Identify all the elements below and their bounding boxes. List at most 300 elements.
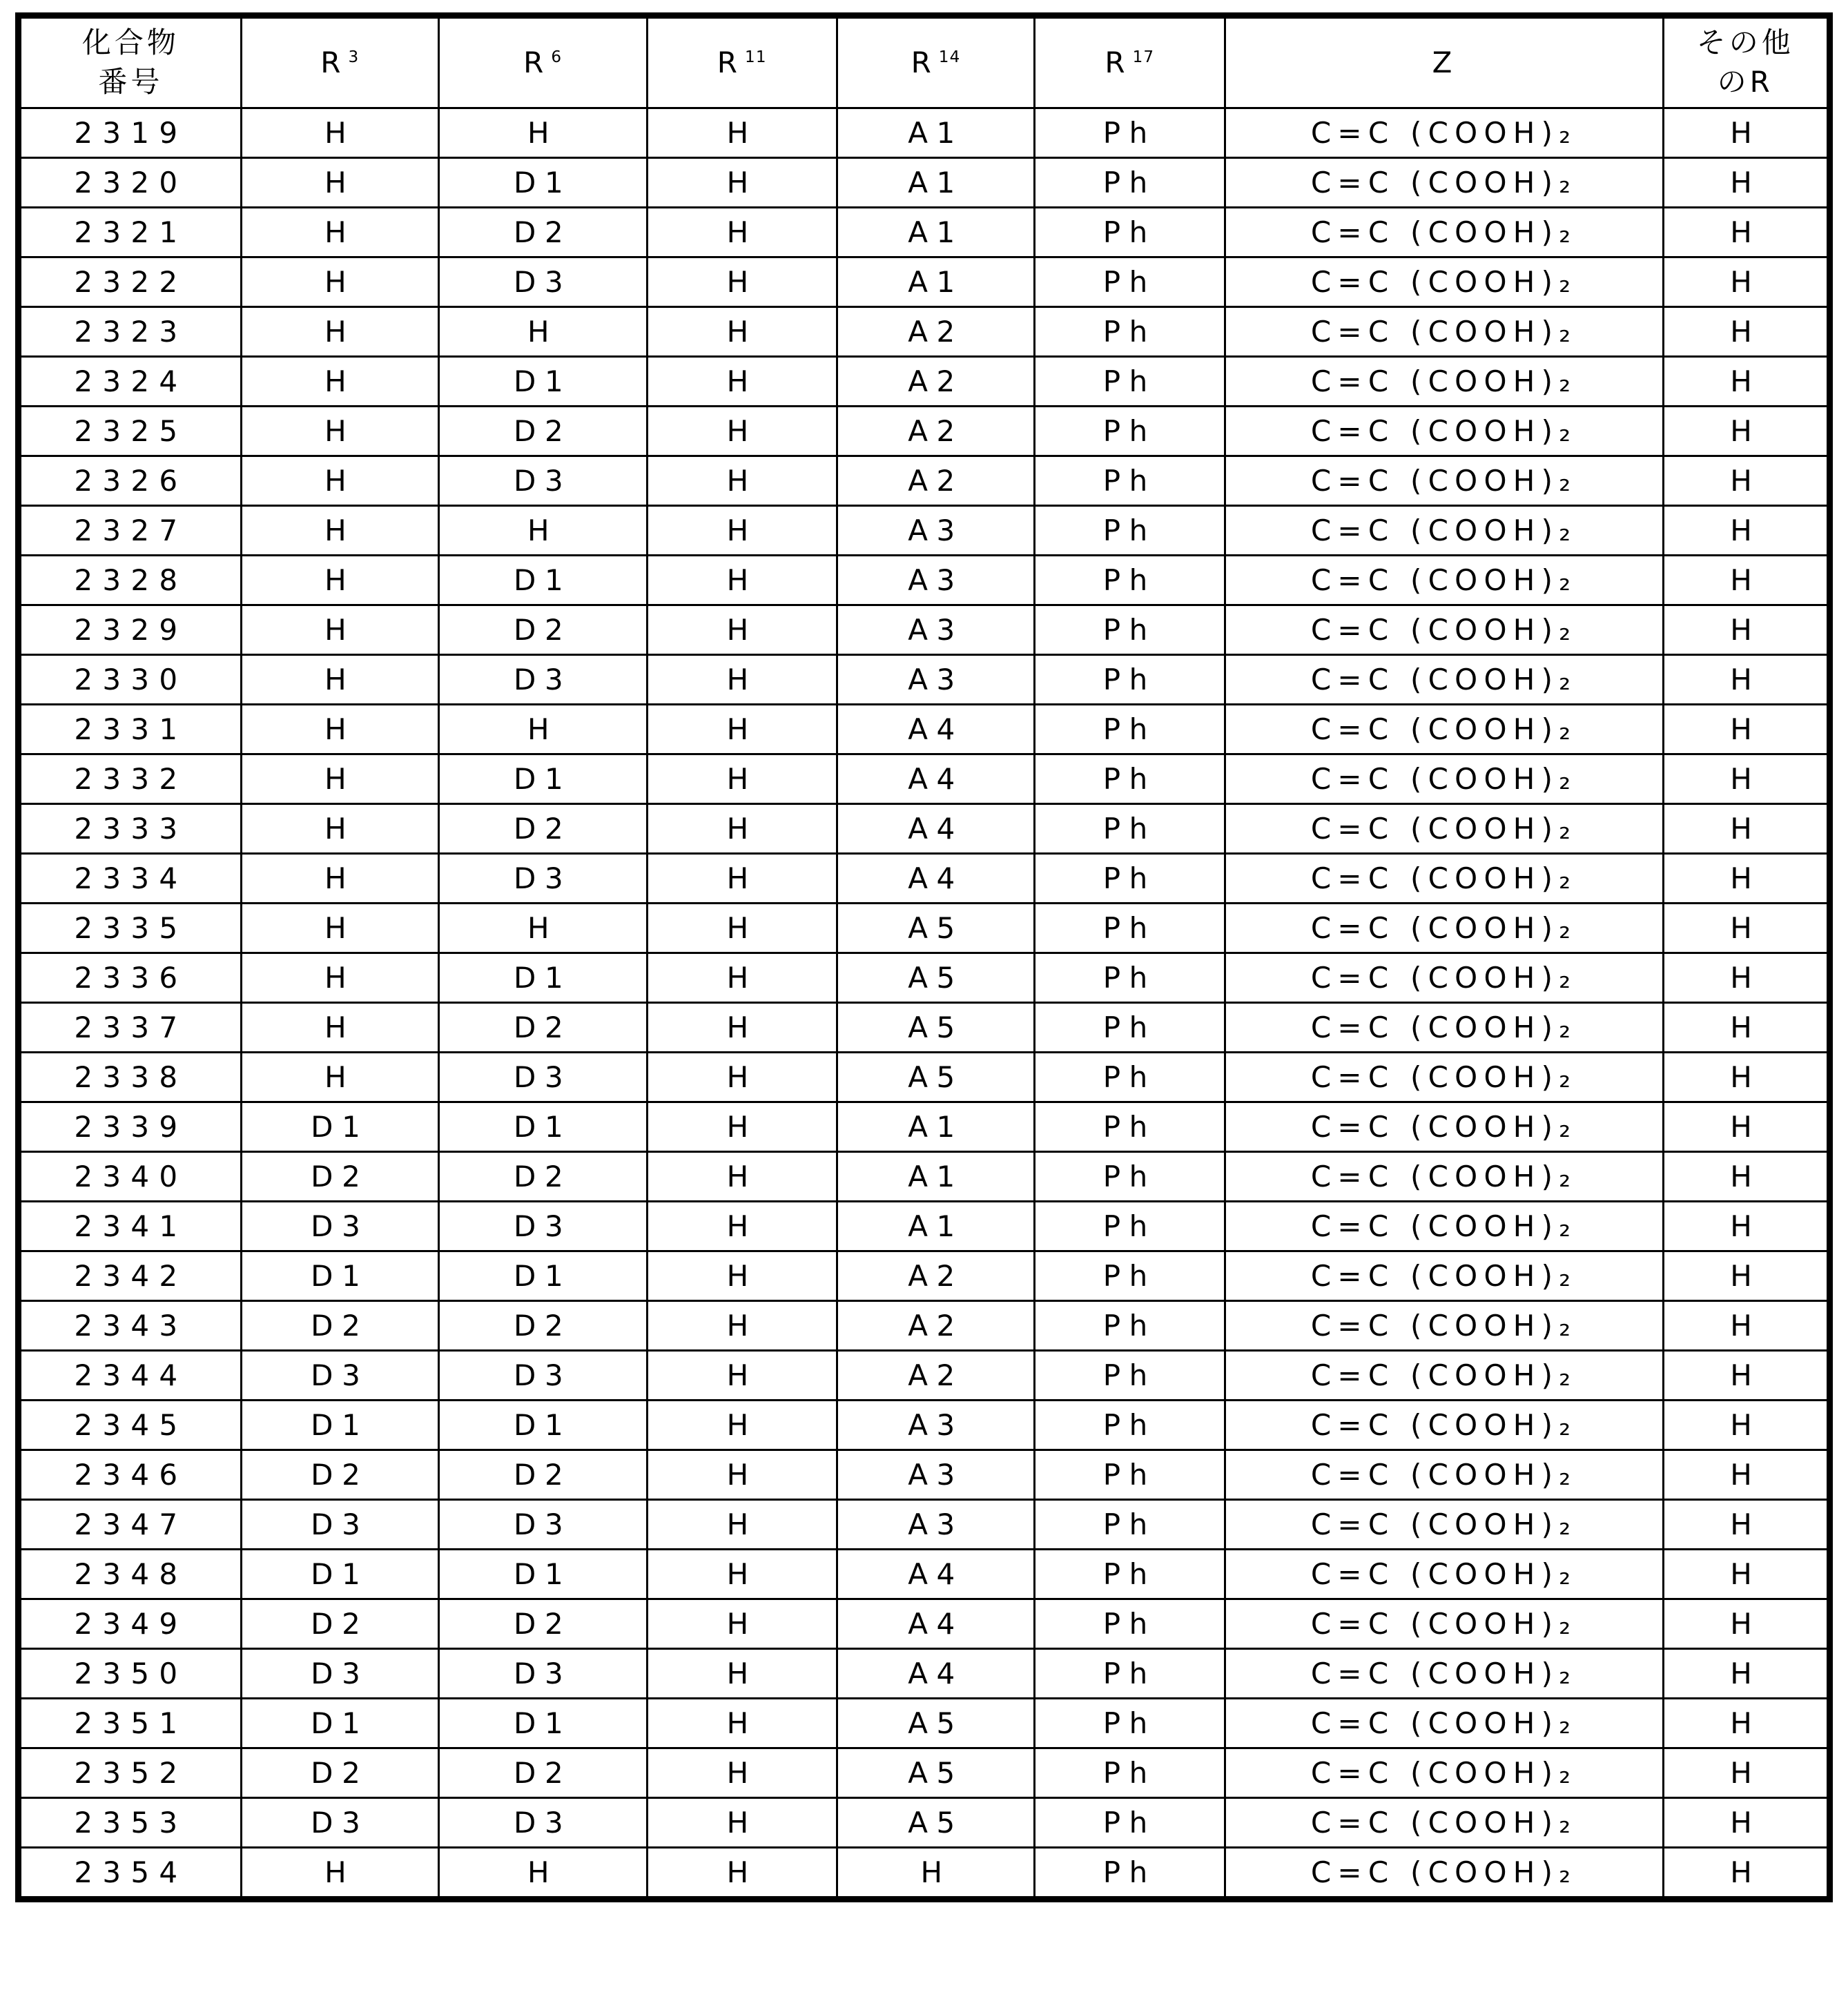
cell: D2 bbox=[438, 1450, 647, 1500]
table-row bbox=[19, 456, 1830, 506]
cell: H bbox=[1663, 904, 1829, 953]
cell: D3 bbox=[438, 854, 647, 904]
cell: H bbox=[1663, 655, 1829, 705]
cell: H bbox=[647, 804, 837, 854]
cell: D2 bbox=[438, 1748, 647, 1798]
cell: H bbox=[1663, 1003, 1829, 1053]
table-row bbox=[19, 904, 1830, 953]
cell: H bbox=[1663, 1450, 1829, 1500]
cell: H bbox=[1663, 605, 1829, 655]
table-row bbox=[19, 1251, 1830, 1301]
compound-table bbox=[15, 12, 1833, 1902]
cell: H bbox=[1663, 456, 1829, 506]
table-row bbox=[19, 1748, 1830, 1798]
cell: H bbox=[647, 1748, 837, 1798]
cell: 2354 bbox=[19, 1848, 242, 1900]
cell: 2332 bbox=[19, 754, 242, 804]
cell: C=C (COOH)₂ bbox=[1225, 1102, 1663, 1152]
cell: D1 bbox=[241, 1550, 438, 1599]
cell: H bbox=[647, 257, 837, 307]
cell: H bbox=[1663, 1152, 1829, 1202]
cell: H bbox=[241, 357, 438, 407]
cell: D1 bbox=[438, 158, 647, 208]
cell: 2339 bbox=[19, 1102, 242, 1152]
cell: H bbox=[647, 1649, 837, 1699]
cell: D2 bbox=[438, 1301, 647, 1351]
cell: D3 bbox=[241, 1202, 438, 1251]
table-row bbox=[19, 953, 1830, 1003]
cell: H bbox=[241, 456, 438, 506]
cell: 2350 bbox=[19, 1649, 242, 1699]
cell: Ph bbox=[1035, 605, 1225, 655]
cell: C=C (COOH)₂ bbox=[1225, 655, 1663, 705]
cell: 2320 bbox=[19, 158, 242, 208]
cell: D3 bbox=[438, 1798, 647, 1848]
cell: Ph bbox=[1035, 1450, 1225, 1500]
cell: D2 bbox=[438, 208, 647, 257]
column-header-1: R $^3$ bbox=[241, 16, 438, 108]
cell: Ph bbox=[1035, 1102, 1225, 1152]
cell: 2329 bbox=[19, 605, 242, 655]
cell: A3 bbox=[837, 655, 1035, 705]
cell: Ph bbox=[1035, 1699, 1225, 1748]
cell: H bbox=[647, 108, 837, 158]
cell: C=C (COOH)₂ bbox=[1225, 1748, 1663, 1798]
cell: Ph bbox=[1035, 804, 1225, 854]
cell: 2331 bbox=[19, 705, 242, 754]
cell: D3 bbox=[438, 456, 647, 506]
cell: 2353 bbox=[19, 1798, 242, 1848]
table-row bbox=[19, 1798, 1830, 1848]
cell: H bbox=[647, 456, 837, 506]
cell: H bbox=[647, 208, 837, 257]
cell: H bbox=[1663, 407, 1829, 456]
cell: Ph bbox=[1035, 1251, 1225, 1301]
cell: H bbox=[647, 1152, 837, 1202]
table-row bbox=[19, 307, 1830, 357]
cell: C=C (COOH)₂ bbox=[1225, 1053, 1663, 1102]
cell: 2324 bbox=[19, 357, 242, 407]
header-superscript: 11 bbox=[745, 48, 767, 66]
cell: H bbox=[647, 1401, 837, 1450]
table-row bbox=[19, 1500, 1830, 1550]
table-row bbox=[19, 705, 1830, 754]
cell: A2 bbox=[837, 307, 1035, 357]
cell: D3 bbox=[241, 1649, 438, 1699]
cell: A2 bbox=[837, 407, 1035, 456]
cell: A2 bbox=[837, 456, 1035, 506]
cell: H bbox=[647, 407, 837, 456]
cell: A4 bbox=[837, 754, 1035, 804]
cell: C=C (COOH)₂ bbox=[1225, 854, 1663, 904]
cell: 2345 bbox=[19, 1401, 242, 1450]
cell: Ph bbox=[1035, 1748, 1225, 1798]
cell: D1 bbox=[438, 1699, 647, 1748]
cell: A3 bbox=[837, 1401, 1035, 1450]
cell: D3 bbox=[241, 1500, 438, 1550]
cell: H bbox=[241, 705, 438, 754]
table-row bbox=[19, 1202, 1830, 1251]
cell: C=C (COOH)₂ bbox=[1225, 407, 1663, 456]
cell: D3 bbox=[438, 1053, 647, 1102]
cell: A5 bbox=[837, 1798, 1035, 1848]
cell: H bbox=[1663, 307, 1829, 357]
table-body bbox=[19, 108, 1830, 1900]
cell: H bbox=[1663, 1649, 1829, 1699]
cell: D1 bbox=[438, 1102, 647, 1152]
cell: H bbox=[1663, 1401, 1829, 1450]
cell: Ph bbox=[1035, 506, 1225, 556]
cell: 2325 bbox=[19, 407, 242, 456]
table-row bbox=[19, 108, 1830, 158]
cell: H bbox=[647, 655, 837, 705]
column-header-0: 化合物 番号 bbox=[19, 16, 242, 108]
table-row bbox=[19, 1401, 1830, 1450]
cell: C=C (COOH)₂ bbox=[1225, 1848, 1663, 1900]
cell: H bbox=[1663, 1848, 1829, 1900]
cell: H bbox=[647, 158, 837, 208]
cell: C=C (COOH)₂ bbox=[1225, 705, 1663, 754]
cell: Ph bbox=[1035, 357, 1225, 407]
cell: H bbox=[438, 1848, 647, 1900]
cell: D1 bbox=[241, 1251, 438, 1301]
cell: H bbox=[1663, 754, 1829, 804]
cell: D1 bbox=[438, 556, 647, 605]
cell: 2330 bbox=[19, 655, 242, 705]
cell: D2 bbox=[241, 1748, 438, 1798]
cell: H bbox=[438, 108, 647, 158]
cell: H bbox=[647, 1550, 837, 1599]
cell: Ph bbox=[1035, 1351, 1225, 1401]
cell: A5 bbox=[837, 1003, 1035, 1053]
cell: H bbox=[1663, 1301, 1829, 1351]
cell: H bbox=[1663, 1053, 1829, 1102]
cell: H bbox=[1663, 1102, 1829, 1152]
table-row bbox=[19, 1152, 1830, 1202]
cell: 2342 bbox=[19, 1251, 242, 1301]
cell: H bbox=[1663, 1550, 1829, 1599]
cell: H bbox=[241, 754, 438, 804]
cell: A5 bbox=[837, 904, 1035, 953]
cell: H bbox=[1663, 804, 1829, 854]
cell: D3 bbox=[438, 1351, 647, 1401]
cell: Ph bbox=[1035, 1848, 1225, 1900]
table-row bbox=[19, 1351, 1830, 1401]
cell: H bbox=[1663, 1500, 1829, 1550]
table-row bbox=[19, 357, 1830, 407]
cell: C=C (COOH)₂ bbox=[1225, 1251, 1663, 1301]
cell: A4 bbox=[837, 1649, 1035, 1699]
cell: Ph bbox=[1035, 705, 1225, 754]
cell: Ph bbox=[1035, 307, 1225, 357]
cell: H bbox=[647, 1301, 837, 1351]
table-row bbox=[19, 1003, 1830, 1053]
cell: D1 bbox=[438, 1550, 647, 1599]
cell: Ph bbox=[1035, 754, 1225, 804]
cell: Ph bbox=[1035, 1798, 1225, 1848]
cell: 2341 bbox=[19, 1202, 242, 1251]
cell: H bbox=[241, 108, 438, 158]
cell: C=C (COOH)₂ bbox=[1225, 1401, 1663, 1450]
cell: H bbox=[647, 1351, 837, 1401]
cell: A5 bbox=[837, 1699, 1035, 1748]
cell: 2323 bbox=[19, 307, 242, 357]
cell: H bbox=[241, 854, 438, 904]
cell: C=C (COOH)₂ bbox=[1225, 1599, 1663, 1649]
cell: D1 bbox=[241, 1401, 438, 1450]
cell: D2 bbox=[438, 407, 647, 456]
cell: Ph bbox=[1035, 257, 1225, 307]
cell: H bbox=[241, 208, 438, 257]
cell: 2347 bbox=[19, 1500, 242, 1550]
cell: Ph bbox=[1035, 854, 1225, 904]
cell: H bbox=[241, 407, 438, 456]
table-row bbox=[19, 854, 1830, 904]
cell: Ph bbox=[1035, 1053, 1225, 1102]
cell: 2337 bbox=[19, 1003, 242, 1053]
cell: 2346 bbox=[19, 1450, 242, 1500]
cell: C=C (COOH)₂ bbox=[1225, 1301, 1663, 1351]
cell: C=C (COOH)₂ bbox=[1225, 754, 1663, 804]
cell: 2338 bbox=[19, 1053, 242, 1102]
column-header-7: その他 のR bbox=[1663, 16, 1829, 108]
cell: Ph bbox=[1035, 1301, 1225, 1351]
column-header-3: R $^{11}$ bbox=[647, 16, 837, 108]
cell: H bbox=[241, 556, 438, 605]
cell: H bbox=[241, 307, 438, 357]
table-row bbox=[19, 506, 1830, 556]
cell: H bbox=[647, 1003, 837, 1053]
header-superscript: 14 bbox=[938, 48, 961, 66]
cell: H bbox=[647, 1848, 837, 1900]
cell: H bbox=[1663, 1351, 1829, 1401]
cell: H bbox=[647, 556, 837, 605]
cell: C=C (COOH)₂ bbox=[1225, 1351, 1663, 1401]
cell: H bbox=[1663, 1251, 1829, 1301]
cell: A2 bbox=[837, 357, 1035, 407]
table-row bbox=[19, 1649, 1830, 1699]
cell: A2 bbox=[837, 1251, 1035, 1301]
cell: D1 bbox=[241, 1699, 438, 1748]
cell: D2 bbox=[438, 605, 647, 655]
cell: Ph bbox=[1035, 456, 1225, 506]
cell: H bbox=[647, 1699, 837, 1748]
cell: D2 bbox=[241, 1450, 438, 1500]
cell: D2 bbox=[438, 1599, 647, 1649]
column-header-6: Z bbox=[1225, 16, 1663, 108]
cell: C=C (COOH)₂ bbox=[1225, 1152, 1663, 1202]
cell: A4 bbox=[837, 854, 1035, 904]
cell: C=C (COOH)₂ bbox=[1225, 1699, 1663, 1748]
cell: D2 bbox=[438, 804, 647, 854]
cell: C=C (COOH)₂ bbox=[1225, 1550, 1663, 1599]
cell: A4 bbox=[837, 705, 1035, 754]
cell: H bbox=[241, 904, 438, 953]
cell: H bbox=[1663, 556, 1829, 605]
cell: Ph bbox=[1035, 1401, 1225, 1450]
cell: Ph bbox=[1035, 655, 1225, 705]
table-row bbox=[19, 1599, 1830, 1649]
column-header-4: R $^{14}$ bbox=[837, 16, 1035, 108]
cell: C=C (COOH)₂ bbox=[1225, 804, 1663, 854]
cell: H bbox=[241, 1003, 438, 1053]
cell: C=C (COOH)₂ bbox=[1225, 1500, 1663, 1550]
cell: C=C (COOH)₂ bbox=[1225, 1450, 1663, 1500]
cell: H bbox=[647, 854, 837, 904]
cell: 2334 bbox=[19, 854, 242, 904]
cell: A3 bbox=[837, 506, 1035, 556]
cell: H bbox=[241, 158, 438, 208]
cell: C=C (COOH)₂ bbox=[1225, 953, 1663, 1003]
cell: D3 bbox=[241, 1351, 438, 1401]
cell: D3 bbox=[438, 1500, 647, 1550]
cell: A1 bbox=[837, 158, 1035, 208]
header-superscript: 6 bbox=[551, 48, 563, 66]
cell: Ph bbox=[1035, 904, 1225, 953]
cell: D1 bbox=[438, 357, 647, 407]
cell: H bbox=[647, 1798, 837, 1848]
cell: 2352 bbox=[19, 1748, 242, 1798]
table-row bbox=[19, 605, 1830, 655]
cell: A1 bbox=[837, 1152, 1035, 1202]
cell: D1 bbox=[241, 1102, 438, 1152]
table-row bbox=[19, 1301, 1830, 1351]
cell: H bbox=[438, 705, 647, 754]
cell: 2321 bbox=[19, 208, 242, 257]
cell: H bbox=[241, 1053, 438, 1102]
cell: H bbox=[837, 1848, 1035, 1900]
cell: Ph bbox=[1035, 556, 1225, 605]
cell: A4 bbox=[837, 804, 1035, 854]
cell: C=C (COOH)₂ bbox=[1225, 357, 1663, 407]
table-row bbox=[19, 1102, 1830, 1152]
cell: C=C (COOH)₂ bbox=[1225, 456, 1663, 506]
cell: D2 bbox=[241, 1599, 438, 1649]
cell: 2351 bbox=[19, 1699, 242, 1748]
table-row bbox=[19, 556, 1830, 605]
cell: Ph bbox=[1035, 208, 1225, 257]
cell: H bbox=[1663, 1202, 1829, 1251]
cell: A3 bbox=[837, 1500, 1035, 1550]
table-row bbox=[19, 1848, 1830, 1900]
cell: C=C (COOH)₂ bbox=[1225, 506, 1663, 556]
cell: H bbox=[647, 605, 837, 655]
cell: Ph bbox=[1035, 407, 1225, 456]
cell: H bbox=[647, 1500, 837, 1550]
cell: A2 bbox=[837, 1351, 1035, 1401]
cell: H bbox=[647, 1450, 837, 1500]
cell: A1 bbox=[837, 1202, 1035, 1251]
cell: A4 bbox=[837, 1599, 1035, 1649]
table-row bbox=[19, 1550, 1830, 1599]
cell: 2327 bbox=[19, 506, 242, 556]
cell: Ph bbox=[1035, 108, 1225, 158]
cell: 2340 bbox=[19, 1152, 242, 1202]
cell: H bbox=[647, 1102, 837, 1152]
cell: A5 bbox=[837, 1748, 1035, 1798]
table-row bbox=[19, 1699, 1830, 1748]
cell: D2 bbox=[241, 1301, 438, 1351]
cell: Ph bbox=[1035, 158, 1225, 208]
cell: H bbox=[438, 506, 647, 556]
cell: D3 bbox=[438, 1649, 647, 1699]
cell: C=C (COOH)₂ bbox=[1225, 1202, 1663, 1251]
cell: H bbox=[1663, 1748, 1829, 1798]
cell: Ph bbox=[1035, 1202, 1225, 1251]
cell: Ph bbox=[1035, 1500, 1225, 1550]
cell: 2333 bbox=[19, 804, 242, 854]
cell: A1 bbox=[837, 108, 1035, 158]
cell: H bbox=[647, 904, 837, 953]
cell: H bbox=[647, 357, 837, 407]
cell: H bbox=[1663, 257, 1829, 307]
table-row bbox=[19, 158, 1830, 208]
column-header-5: R $^{17}$ bbox=[1035, 16, 1225, 108]
cell: A3 bbox=[837, 1450, 1035, 1500]
cell: H bbox=[1663, 208, 1829, 257]
cell: C=C (COOH)₂ bbox=[1225, 1798, 1663, 1848]
cell: A3 bbox=[837, 556, 1035, 605]
cell: D3 bbox=[241, 1798, 438, 1848]
header-row bbox=[19, 16, 1830, 108]
cell: C=C (COOH)₂ bbox=[1225, 605, 1663, 655]
table-row bbox=[19, 208, 1830, 257]
cell: C=C (COOH)₂ bbox=[1225, 1649, 1663, 1699]
cell: H bbox=[1663, 1599, 1829, 1649]
cell: 2336 bbox=[19, 953, 242, 1003]
cell: Ph bbox=[1035, 953, 1225, 1003]
cell: A1 bbox=[837, 257, 1035, 307]
cell: D1 bbox=[438, 1251, 647, 1301]
cell: 2326 bbox=[19, 456, 242, 506]
cell: H bbox=[241, 1848, 438, 1900]
cell: Ph bbox=[1035, 1152, 1225, 1202]
cell: C=C (COOH)₂ bbox=[1225, 158, 1663, 208]
cell: H bbox=[1663, 953, 1829, 1003]
cell: D2 bbox=[241, 1152, 438, 1202]
cell: D2 bbox=[438, 1152, 647, 1202]
cell: H bbox=[647, 1053, 837, 1102]
table-row bbox=[19, 754, 1830, 804]
cell: H bbox=[647, 953, 837, 1003]
cell: H bbox=[1663, 854, 1829, 904]
cell: H bbox=[438, 307, 647, 357]
cell: H bbox=[1663, 506, 1829, 556]
cell: 2328 bbox=[19, 556, 242, 605]
cell: H bbox=[647, 307, 837, 357]
cell: 2343 bbox=[19, 1301, 242, 1351]
cell: H bbox=[647, 1599, 837, 1649]
table-row bbox=[19, 1053, 1830, 1102]
cell: C=C (COOH)₂ bbox=[1225, 208, 1663, 257]
cell: H bbox=[438, 904, 647, 953]
cell: A1 bbox=[837, 208, 1035, 257]
cell: Ph bbox=[1035, 1599, 1225, 1649]
cell: H bbox=[241, 257, 438, 307]
cell: Ph bbox=[1035, 1003, 1225, 1053]
cell: D1 bbox=[438, 953, 647, 1003]
cell: H bbox=[1663, 357, 1829, 407]
cell: H bbox=[1663, 1699, 1829, 1748]
cell: Ph bbox=[1035, 1649, 1225, 1699]
cell: H bbox=[647, 1202, 837, 1251]
cell: H bbox=[241, 953, 438, 1003]
cell: A2 bbox=[837, 1301, 1035, 1351]
cell: H bbox=[241, 655, 438, 705]
cell: D1 bbox=[438, 1401, 647, 1450]
cell: 2344 bbox=[19, 1351, 242, 1401]
cell: Ph bbox=[1035, 1550, 1225, 1599]
